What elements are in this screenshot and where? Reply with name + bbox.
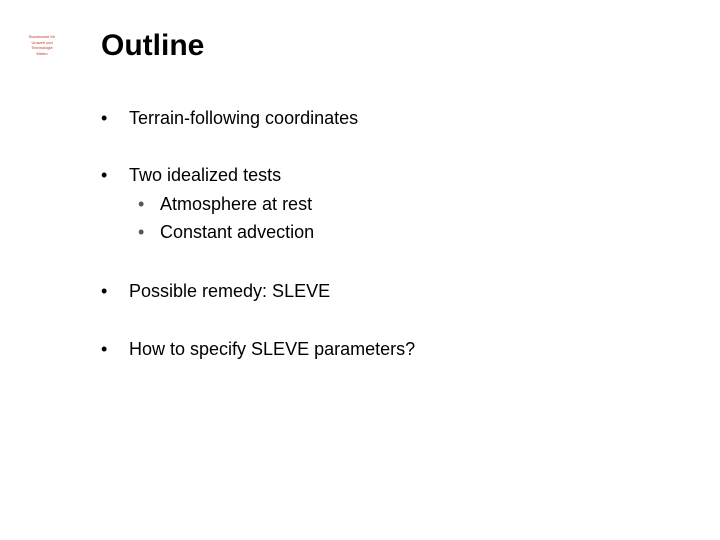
bullet-text: Possible remedy: SLEVE [129,281,331,301]
bullet-marker: • [101,108,108,128]
bullet-text: How to specify SLEVE parameters? [129,339,416,359]
sub-bullet-marker: • [138,194,145,214]
bullet-text: Terrain-following coordinates [129,108,359,128]
sub-bullet-text: Atmosphere at rest [160,194,313,214]
logo-line: Umwelt und [31,39,53,45]
bullet-marker: • [101,339,108,359]
bullet-marker: • [101,281,108,301]
bullet-marker: • [101,165,108,185]
slide-title: Outline [101,29,205,62]
logo-line: Bundesamt für [28,34,55,39]
sub-bullet-marker: • [138,222,145,242]
sub-bullet-text: Constant advection [160,222,315,242]
bullet-text: Two idealized tests [129,165,282,185]
logo-line: Technologie [31,45,53,50]
logo-line: Meteo [36,50,48,56]
